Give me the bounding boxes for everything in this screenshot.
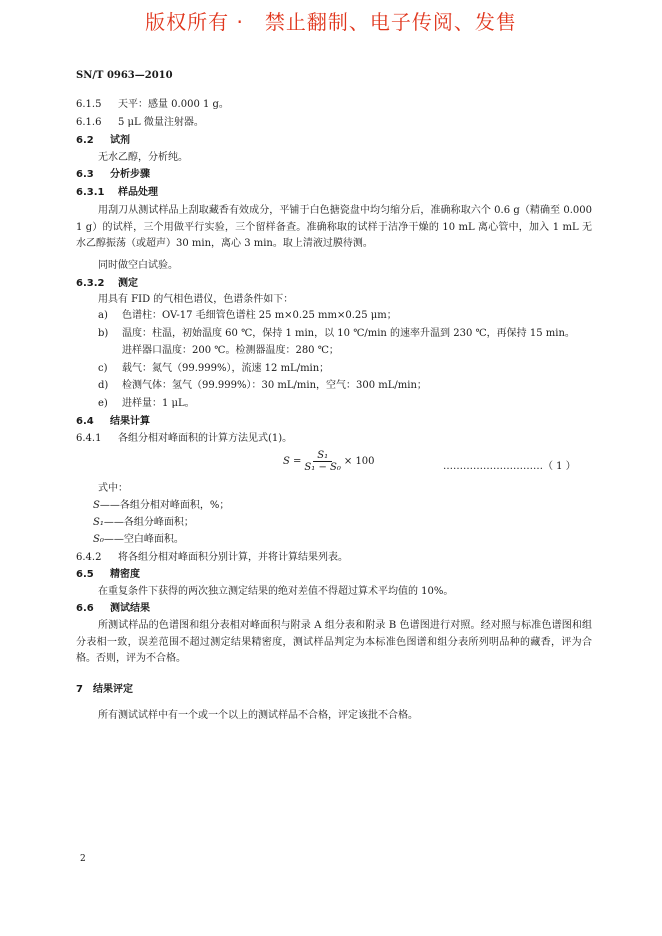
condition-item: [98, 379, 592, 393]
formula-denominator: S₁ − S₀: [304, 462, 341, 473]
formula-fraction: [304, 450, 340, 473]
formula-numerator: S₁: [313, 450, 332, 462]
heading-6-4: [76, 415, 592, 429]
sample-treatment-paragraph: 用刮刀从测试样品上刮取藏香有效成分，平铺于白色搪瓷盘中均匀缩分后，准确称取六个 0.6 g（精确至 0.000 1 g）的试样，三个用做平行实验，三个留样备查。准确称取的试样于洁净干燥的 10 mL 离心管中，加入 1 mL 无水乙醇振荡（或超声）30 min，离心 3 min。取上清液过膜待测。: [76, 205, 592, 249]
heading-number: 7: [76, 684, 83, 695]
heading-number: 6.2: [76, 135, 94, 146]
heading-title: 分析步骤: [110, 169, 150, 180]
clause-text: 将各组分相对峰面积分别计算，并将计算结果列表。: [118, 552, 348, 563]
heading-number: 6.3: [76, 169, 94, 180]
heading-6-3: [76, 168, 592, 182]
condition-label: b): [98, 328, 109, 339]
symbol: S₀: [93, 534, 104, 545]
heading-number: 6.4: [76, 416, 94, 427]
copyright-banner: 版权所有 · 禁止翻制、电子传阅、发售: [145, 10, 517, 34]
symbol: S₁: [93, 517, 104, 528]
condition-item: [98, 344, 592, 358]
symbol-description: ——空白峰面积。: [103, 534, 184, 545]
page-number: 2: [80, 854, 86, 864]
heading-title: 精密度: [110, 569, 140, 580]
where-item: [93, 499, 573, 513]
condition-text: 检测气体：氢气（99.999%）：30 mL/min，空气：300 mL/min；: [122, 380, 427, 391]
heading-7: [76, 683, 592, 697]
heading-6-2: [76, 134, 592, 148]
clause-number: 6.4.2: [76, 552, 102, 563]
precision-text: 在重复条件下获得的两次独立测定结果的绝对差值不得超过算术平均值的 10%。: [98, 586, 454, 597]
heading-title: 测试结果: [110, 603, 150, 614]
evaluation-text: 所有测试试样中有一个或一个以上的测试样品不合格，评定该批不合格。: [98, 710, 418, 721]
document-code: SN/T 0963—2010: [76, 70, 173, 81]
heading-6-6: [76, 602, 592, 616]
heading-6-5: [76, 568, 592, 582]
condition-label: e): [98, 398, 108, 409]
heading-title: 测定: [118, 278, 138, 289]
heading-title: 结果评定: [93, 684, 133, 695]
measurement-intro: 用具有 FID 的气相色谱仪，色谱条件如下：: [98, 294, 294, 305]
heading-number: 6.5: [76, 569, 94, 580]
clause-6-1-5: [76, 98, 592, 112]
test-result-paragraph: 所测试样品的色谱图和组分表相对峰面积与附录 A 组分表和附录 B 色谱图进行对照。经对照与标准色谱图和组分表相一致，误差范围不超过测定结果精密度，测试样品判定为本标准色图谱和组分表所列明品种的藏香，评为合格。否则，评为不合格。: [76, 620, 592, 664]
condition-item: [98, 327, 592, 341]
clause-text: 5 μL 微量注射器。: [118, 117, 204, 128]
equation-number: …………………………（ 1 ）: [443, 461, 576, 472]
heading-number: 6.6: [76, 603, 94, 614]
heading-6-3-1: [76, 186, 592, 200]
clause-number: 6.4.1: [76, 433, 102, 444]
symbol: S: [93, 500, 100, 511]
symbol-description: ——各组分相对峰面积，%；: [99, 500, 230, 511]
heading-number: 6.3.1: [76, 187, 105, 198]
condition-item: [98, 397, 592, 411]
heading-number: 6.3.2: [76, 278, 105, 289]
clause-number: 6.1.6: [76, 117, 102, 128]
condition-label: d): [98, 380, 109, 391]
clause-text: 天平：感量 0.000 1 g。: [118, 99, 229, 110]
clause-6-1-6: [76, 116, 592, 130]
condition-text: 载气：氮气（99.999%），流速 12 mL/min；: [122, 363, 330, 374]
clause-6-4-1: [76, 432, 592, 446]
reagent-text: 无水乙醇，分析纯。: [98, 152, 188, 163]
where-label: 式中：: [98, 483, 128, 494]
condition-label: a): [98, 310, 108, 321]
symbol-description: ——各组分峰面积；: [103, 517, 194, 528]
blank-test-text: 同时做空白试验。: [98, 260, 178, 271]
condition-label: c): [98, 363, 108, 374]
formula-rhs: × 100: [343, 456, 375, 467]
condition-text: 色谱柱：OV-17 毛细管色谱柱 25 m×0.25 mm×0.25 μm；: [122, 310, 397, 321]
heading-6-3-2: [76, 277, 592, 291]
condition-text: 进样器口温度：200 ℃。检测器温度：280 ℃；: [122, 345, 339, 356]
heading-title: 样品处理: [118, 187, 158, 198]
condition-item: [98, 362, 592, 376]
condition-text: 温度：柱温，初始温度 60 ℃，保持 1 min，以 10 ℃/min 的速率升温到 230 ℃，再保持 15 min。: [122, 328, 575, 339]
formula-1: [283, 450, 375, 473]
clause-number: 6.1.5: [76, 99, 102, 110]
condition-item: [98, 309, 592, 323]
condition-text: 进样量：1 μL。: [122, 398, 195, 409]
heading-title: 结果计算: [110, 416, 150, 427]
heading-title: 试剂: [110, 135, 130, 146]
where-item: [93, 516, 573, 530]
formula-lhs: S =: [283, 456, 302, 467]
clause-text: 各组分相对峰面积的计算方法见式(1)。: [118, 433, 293, 444]
clause-6-4-2: [76, 551, 592, 565]
where-item: [93, 533, 573, 547]
